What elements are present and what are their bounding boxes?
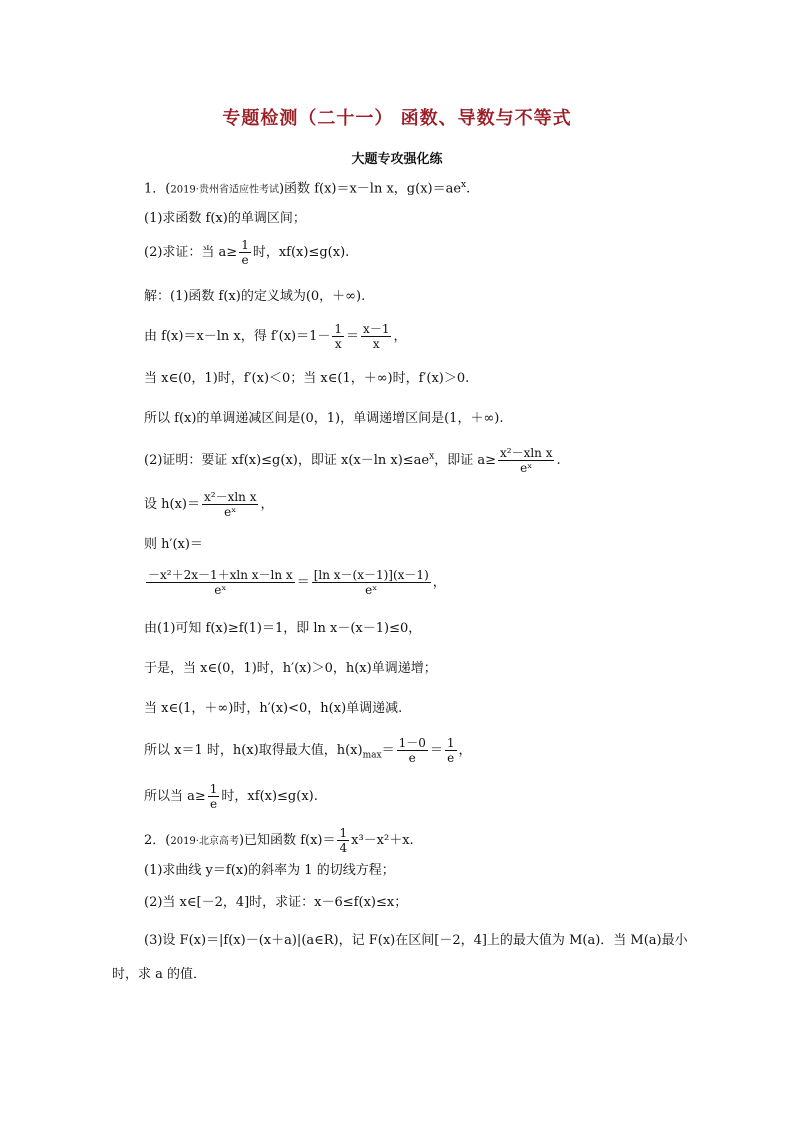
problem2-stem: 2．(2019·北京高考)已知函数 f(x)＝ $\frac{1}{4}$ x³－x²＋x. xyxy=(144,826,414,855)
solution1-line4: 所以 f(x)的单调递减区间是(0，1)，单调递增区间是(1，＋∞). xyxy=(144,411,504,426)
solution1-line2: 由 f(x)＝x－ln x，得 f′(x)＝1－ $\frac{1}{x}$ ＝ $\frac{x-1}{x}$ ， xyxy=(144,322,407,351)
section-subtitle: 大题专攻强化练 xyxy=(351,152,443,167)
solution1-line8: $\frac{\text{－x²＋2x－1＋xln x－ln x}}{\text{eˣ}}$ ＝ $\frac{\text{[ln x－(x－1)](x－1)}}{\text{eˣ}}$ ， xyxy=(148,568,446,597)
solution1-line9: 由(1)可知 f(x)≥f(1)＝1，即 ln x－(x－1)≤0， xyxy=(144,621,422,636)
problem2-part2: (2)当 x∈[－2，4]时，求证：x－6≤f(x)≤x； xyxy=(144,895,408,910)
solution1-line10: 于是，当 x∈(0，1)时，h′(x)＞0，h(x)单调递增； xyxy=(144,661,437,676)
solution1-line6: 设 h(x)＝ $\frac{\text{x²－xln x}}{\text{eˣ}}$ ， xyxy=(144,490,274,519)
problem2-part3: (3)设 F(x)＝|f(x)－(x＋a)|(a∈R)，记 F(x)在区间[－2，4]上的最大值为 M(a)．当 M(a)最小 xyxy=(144,933,688,948)
solution1-line12: 所以 x＝1 时，h(x)取得最大值，$h(x)_{max}=$ $\frac{1-0}{e}$ ＝ $\frac{1}{e}$ ， xyxy=(144,736,472,765)
problem1-stem: 1．(2019·贵州省适应性考试)函数 f(x)＝x－ln x，$g(x)=ae^x$. xyxy=(144,180,471,197)
problem2-part1: (1)求曲线 y＝f(x)的斜率为 1 的切线方程； xyxy=(144,863,395,878)
solution1-line3: 当 x∈(0，1)时，f′(x)＜0；当 x∈(1，＋∞)时，f′(x)＞0. xyxy=(144,371,470,386)
problem2-part3-cont: 时，求 a 的值． xyxy=(112,967,207,982)
solution1-line1: 解：(1)函数 f(x)的定义域为(0，＋∞). xyxy=(144,289,366,304)
solution1-line13: 所以当 a≥ $\frac{1}{e}$ 时，xf(x)≤g(x). xyxy=(144,782,318,811)
solution1-line5: (2)证明：要证 xf(x)≤g(x)，即证 x(x－ln $x)\le ae^x$，即证 a≥ $\frac{\text{x²－xln x}}{\text{eˣ}}$ . xyxy=(144,446,561,475)
solution1-line11: 当 x∈(1，＋∞)时，h′(x)<0，h(x)单调递减. xyxy=(144,701,403,716)
problem1-part2: (2)求证：当 a≥ $\frac{1}{e}$ 时，xf(x)≤g(x). xyxy=(144,238,350,267)
problem1-part1: (1)求函数 f(x)的单调区间； xyxy=(144,211,306,226)
solution1-line7: 则 h′(x)＝ xyxy=(144,537,203,552)
page-title: 专题检测（二十一） 函数、导数与不等式 xyxy=(222,108,572,129)
